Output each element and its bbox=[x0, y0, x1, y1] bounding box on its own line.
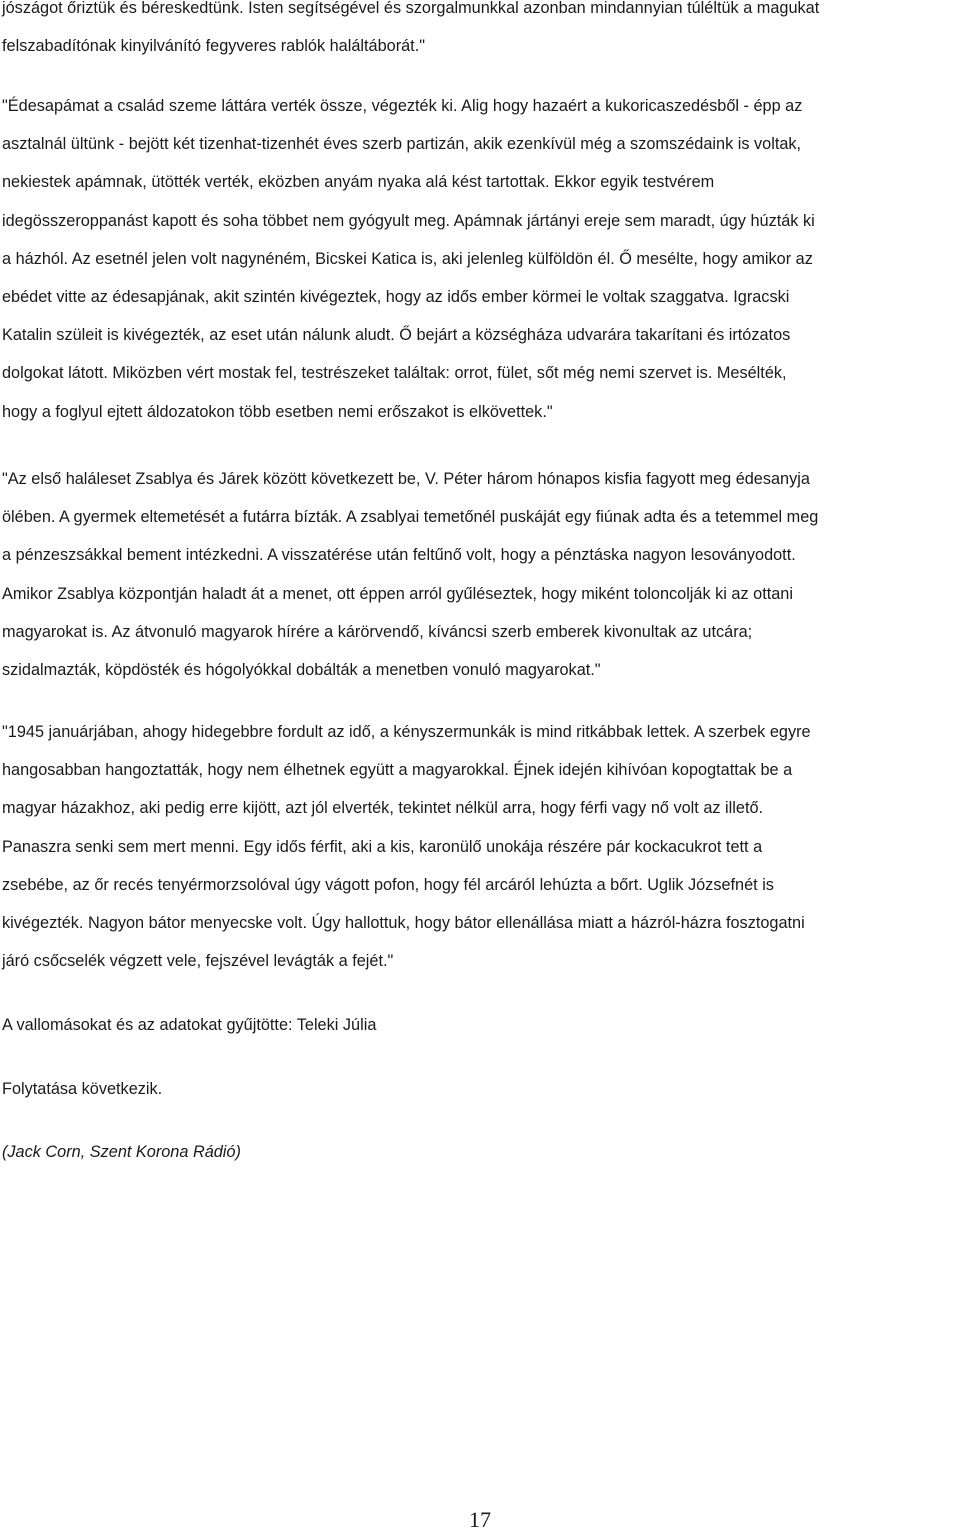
paragraph-testimony-1945 bbox=[2, 713, 960, 980]
text-line: "1945 januárjában, ahogy hidegebbre fordult az idő, a kényszermunkák is mind ritkábbak lettek. A szerbek egyre bbox=[2, 723, 811, 741]
text-line: dolgokat látott. Miközben vért mostak fel, testrészeket találtak: orrot, fület, sőt még nemi szervet is. Mesélték, bbox=[2, 364, 787, 383]
text-line: Katalin szüleit is kivégezték, az eset után nálunk aludt. Ő bejárt a községháza udvarára takarítani és irtózatos bbox=[2, 326, 791, 345]
text-line: a pénzeszsákkal bement intézkedni. A visszatérése után feltűnő volt, hogy a pénztáska nagyon lesoványodott. bbox=[2, 546, 796, 565]
paragraph-testimony-father bbox=[2, 87, 960, 431]
text-line: szidalmazták, köpdösték és hógolyókkal dobálták a menetben vonuló magyarokat." bbox=[2, 660, 601, 679]
text-line: hogy a foglyul ejtett áldozatokon több esetben nemi erőszakot is elkövettek." bbox=[2, 402, 553, 421]
text-line: ebédet vitte az édesapjának, akit szintén kivégeztek, hogy az idős ember körmei le voltak szaggatva. Igracski bbox=[2, 287, 790, 306]
paragraph-to-be-continued bbox=[2, 1070, 960, 1108]
paragraph-testimony-first-death bbox=[2, 460, 960, 689]
text-line: zsebébe, az őr recés tenyérmorzsolóval úgy vágott pofon, hogy fél arcáról lehúzta a bőrt. Uglik Józsefnét is bbox=[2, 875, 774, 894]
text-line: járó csőcselék végzett vele, fejszével levágták a fejét." bbox=[2, 952, 394, 971]
paragraph-source bbox=[2, 1133, 960, 1171]
text-line: kivégezték. Nagyon bátor menyecske volt. Úgy hallottuk, hogy bátor ellenállása miatt a házról-házra fosztogatni bbox=[2, 913, 805, 932]
text-line: felszabadítónak kinyilvánító fegyveres rablók haláltáborát." bbox=[2, 37, 426, 56]
text-line: idegösszeroppanást kapott és soha többet nem gyógyult meg. Apámnak jártányi ereje sem maradt, úgy húzták ki bbox=[2, 211, 815, 230]
text-line: a házhól. Az esetnél jelen volt nagynéném, Bicskei Katica is, aki jelenleg külföldön él. Ő mesélte, hogy amikor az bbox=[2, 249, 813, 268]
text-line: magyarokat is. Az átvonuló magyarok hírére a kárörvendő, kíváncsi szerb emberek kivonultak az utcára; bbox=[2, 622, 753, 641]
text-line: Amikor Zsablya központján haladt át a menet, ott éppen arról gyűléseztek, hogy miként toloncolják ki az ottani bbox=[2, 584, 793, 603]
text-line: "Az első haláleset Zsablya és Járek között következett be, V. Péter három hónapos kisfia fagyott meg édesanyja bbox=[2, 470, 810, 488]
text-line: Folytatása következik. bbox=[2, 1080, 163, 1098]
text-line: ölében. A gyermek eltemetését a futárra bízták. A zsablyai temetőnél puskáját egy fiúnak adta és a tetemmel meg bbox=[2, 508, 819, 527]
paragraph-intro-continuation bbox=[2, 0, 960, 65]
text-line: asztalnál ültünk - bejött két tizenhat-tizenhét éves szerb partizán, akik ezenkívül még a szomszédaink is voltak, bbox=[2, 135, 802, 154]
text-line: Panaszra senki sem mert menni. Egy idős férfit, aki a kis, karonülő unokája részére pár kockacukrot tett a bbox=[2, 837, 763, 856]
page-number: 17 bbox=[469, 1507, 491, 1532]
text-line: "Édesapámat a család szeme láttára verték össze, végezték ki. Alig hogy hazaért a kukoricaszedésből - épp az bbox=[2, 97, 803, 115]
text-line: magyar házakhoz, aki pedig erre kijött, azt jól elverték, tekintet nélkül arra, hogy férfi vagy nő volt az illető. bbox=[2, 799, 764, 818]
text-line: A vallomásokat és az adatokat gyűjtötte: Teleki Júlia bbox=[2, 1016, 377, 1034]
paragraph-collector-credit bbox=[2, 1006, 960, 1044]
text-line: hangosabban hangoztatták, hogy nem élhetnek együtt a magyarokkal. Éjnek idején kihívóan kopogtattak be a bbox=[2, 761, 793, 780]
text-line: nekiestek apámnak, ütötték verték, eközben anyám nyaka alá kést tartottak. Ekkor egyik testvérem bbox=[2, 173, 715, 192]
text-line: jószágot őriztük és béreskedtünk. Isten segítségével és szorgalmunkkal azonban mindannyian túléltük a magukat bbox=[2, 0, 820, 17]
source-line: (Jack Corn, Szent Korona Rádió) bbox=[2, 1143, 241, 1161]
